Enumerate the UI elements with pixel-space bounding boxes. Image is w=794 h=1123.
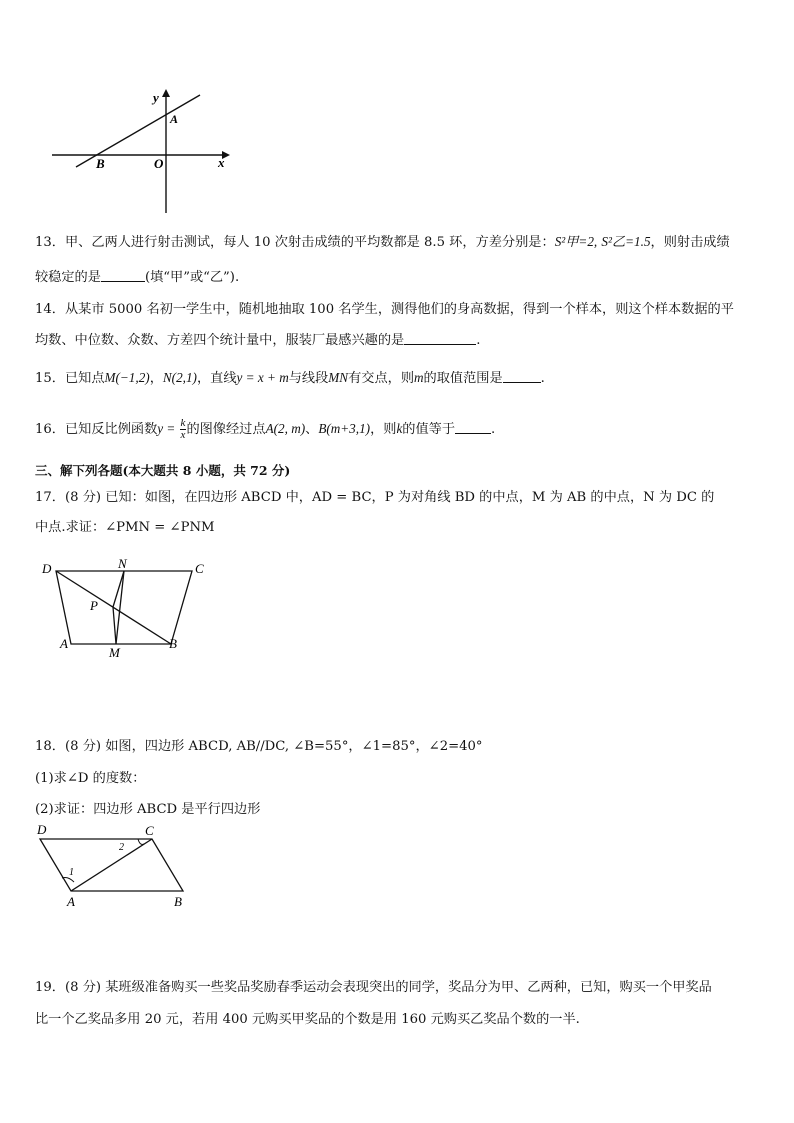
b-label: B [96,156,105,171]
q13-line1 [35,232,758,253]
q17-label-n: N [118,558,127,571]
q13-text-b: ，则射击成绩 [650,235,730,250]
q16-text-e: . [491,422,496,437]
q18-text-a: 18．(8 分) 如图，四边形 ABCD, AB//DC, ∠B=55°，∠1=85°，∠2=40° [35,739,483,754]
q17-line1 [35,488,758,508]
q15-sep: ， [149,371,163,386]
q18-label-2: 2 [119,842,124,853]
q17-label-d: D [42,561,52,576]
q18-label-b: B [174,894,182,909]
o-label: O [154,156,164,171]
q14-answer-blank[interactable] [404,332,476,345]
q15-text-c: 与线段 [288,371,329,386]
q13-variance-jia: S²甲=2, [554,234,598,249]
q13-variance-yi: S²乙=1.5 [601,234,651,249]
q15-text-d: 有交点，则 [348,371,415,386]
q16-line [35,414,758,445]
q15-var-m: m [414,370,424,385]
y-axis-arrow [162,89,170,97]
q13-text-a: 13．甲、乙两人进行射击测试，每人 10 次射击成绩的平均数都是 8.5 环，方差分别是： [35,235,555,250]
q16-text-d: 的值等于 [402,422,456,437]
q17-label-p: P [90,598,98,613]
y-label: y [153,90,159,105]
q17-line2 [35,518,758,538]
q19-line1 [35,978,758,998]
q19-text-b: 比一个乙奖品多用 20 元，若用 400 元购买甲奖品的个数是用 160 元购买乙奖品个数的一半. [35,1012,580,1027]
q15-point-m: M(−1,2) [104,370,150,385]
q16-frac-den: x [180,429,186,441]
line-ab [76,95,200,167]
q15-text-a: 15．已知点 [35,371,105,386]
q16-text-c: ，则 [370,422,397,437]
q16-sep: 、 [305,422,319,437]
q17-label-m: M [109,645,120,660]
q18-text-b: (1)求∠D 的度数： [35,771,146,786]
q18-label-d: D [37,822,47,837]
q15-segment: MN [328,370,349,385]
q17-segment-pm [113,607,116,644]
q16-text-a: 16．已知反比例函数 [35,422,158,437]
q16-text-b: 的图像经过点 [186,422,266,437]
q13-line2 [35,268,758,288]
a-label: A [170,112,179,126]
q14-text-b: 均数、中位数、众数、方差四个统计量中，服装厂最感兴趣的是 [35,333,405,348]
q18-diagonal-ac [71,839,152,891]
q16-point-a: A(2, m) [265,421,306,436]
q15-line-eq: y = x + m [236,370,289,385]
q16-answer-blank[interactable] [455,421,491,434]
q18-angle2-arc [138,839,144,844]
q18-label-1: 1 [69,867,74,878]
q16-func-y: y = [157,421,176,436]
q16-point-b: B(m+3,1) [318,421,371,436]
q15-text-b: ，直线 [196,371,237,386]
q16-frac-num: k [180,417,186,429]
q15-text-e: 的取值范围是 [423,371,503,386]
q18-label-a: A [67,894,75,909]
q14-line1 [35,300,758,320]
q13-text-c: 较稳定的是 [35,270,101,285]
q17-label-b: B [169,636,177,651]
q15-line [35,368,758,389]
q14-text-a: 14．从某市 5000 名初一学生中，随机地抽取 100 名学生，测得他们的身高数据，得到一个样本，则这个样本数据的平 [35,302,734,317]
q14-text-c: . [476,333,481,348]
q17-quadrilateral [56,571,192,644]
q15-text-f: . [540,371,545,386]
q17-label-c: C [195,561,204,576]
q18-line1 [35,737,758,757]
q18-line2 [35,769,758,789]
q13-text-d: (填“甲”或“乙”). [144,270,240,285]
x-label: x [218,155,225,170]
coordinate-figure [50,85,240,217]
q14-line2 [35,331,758,351]
q18-figure [30,820,196,910]
q19-line2 [35,1010,758,1030]
section3-title-text: 三、解下列各题(本大题共 8 小题，共 72 分) [35,463,291,478]
q18-label-c: C [145,823,154,838]
q16-var-k: k [396,421,403,436]
q17-figure [38,558,214,660]
q19-text-a: 19．(8 分) 某班级准备购买一些奖品奖励春季运动会表现突出的同学，奖品分为甲、乙两种，已知，购买一个甲奖品 [35,980,712,995]
section3-title [35,461,758,481]
q18-text-c: (2)求证：四边形 ABCD 是平行四边形 [35,802,261,817]
q18-line3 [35,800,758,820]
q17-text-a: 17．(8 分) 已知：如图，在四边形 ABCD 中，AD = BC，P 为对角线 BD 的中点，M 为 AB 的中点，N 为 DC 的 [35,490,715,505]
q13-answer-blank[interactable] [101,269,145,282]
q17-text-b: 中点.求证：∠PMN = ∠PNM [35,520,215,535]
q15-answer-blank[interactable] [503,370,541,383]
q15-point-n: N(2,1) [162,370,197,385]
q17-label-a: A [60,636,68,651]
